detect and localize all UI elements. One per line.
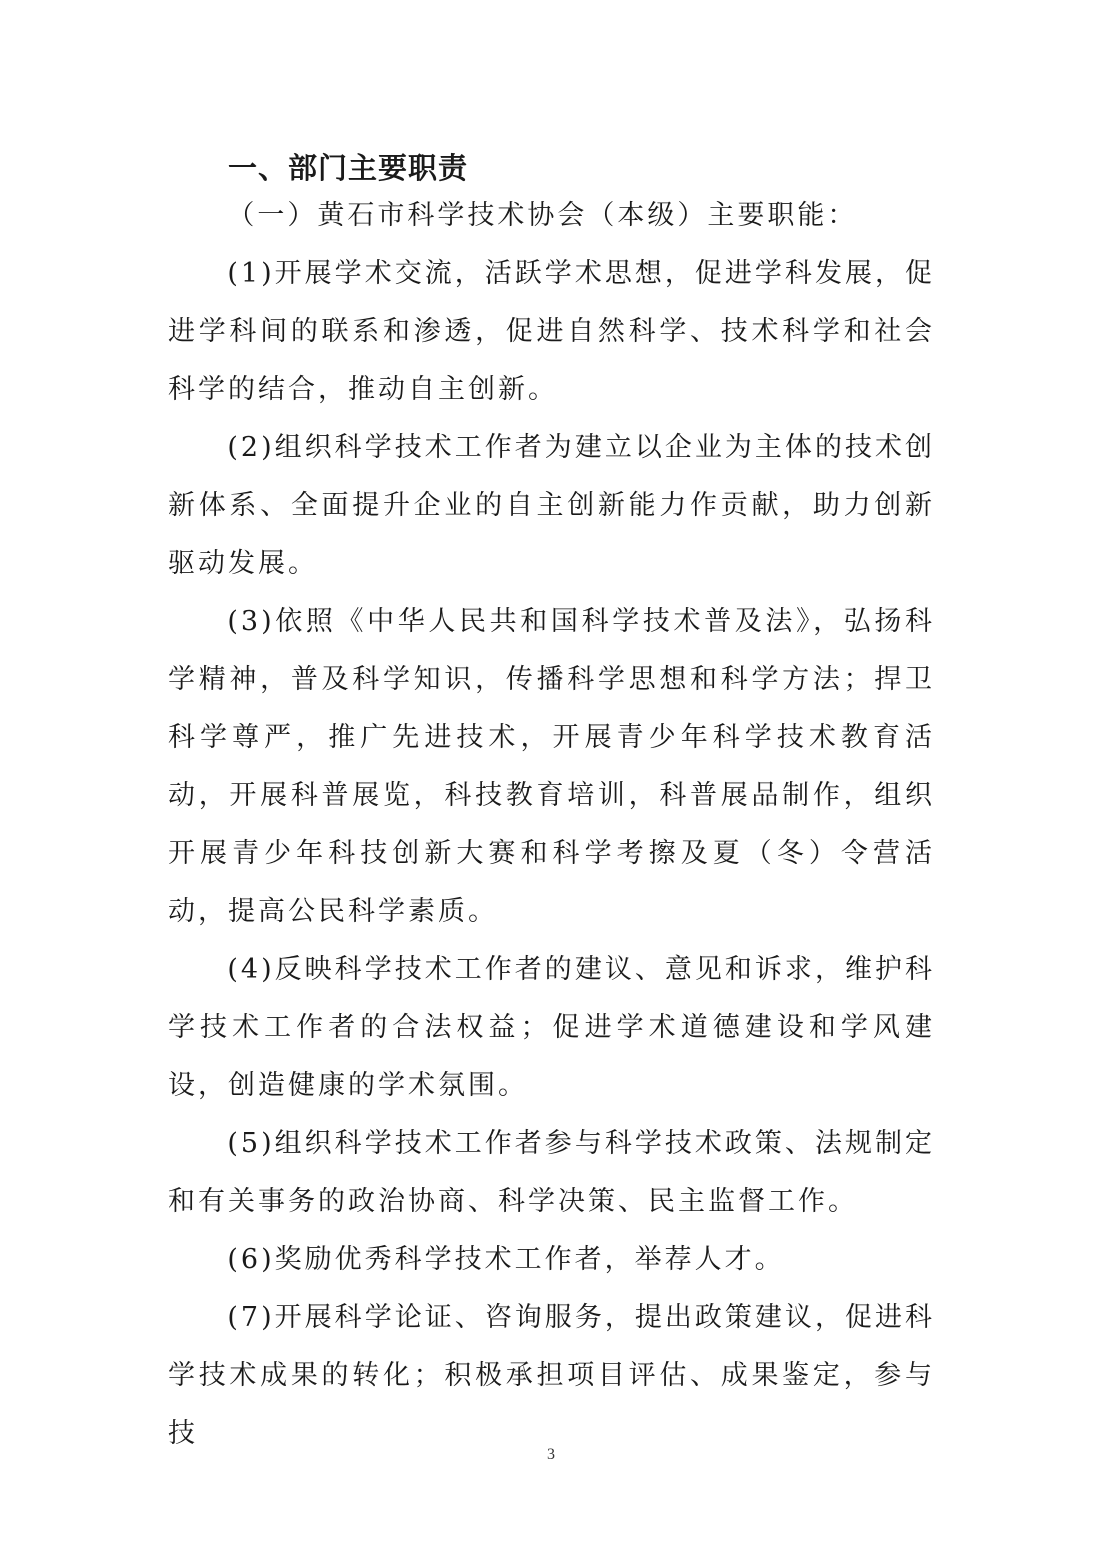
paragraph-6: (6)奖励优秀科学技术工作者，举荐人才。 [227, 1244, 785, 1275]
section-heading: 一、部门主要职责 [228, 151, 469, 185]
paragraph-4: (4)反映科学技术工作者的建议、意见和诉求，维护科学技术工作者的合法权益；促进学术道德建设和学风建设，创造健康的学术氛围。 [168, 954, 935, 1101]
paragraph-2: (2)组织科学技术工作者为建立以企业为主体的技术创新体系、全面提升企业的自主创新能力作贡献，助力创新驱动发展。 [168, 432, 935, 579]
paragraph-1: (1)开展学术交流，活跃学术思想，促进学科发展，促进学科间的联系和渗透，促进自然科学、技术科学和社会科学的结合，推动自主创新。 [168, 258, 935, 405]
document-body [168, 187, 935, 1463]
paragraph-5: (5)组织科学技术工作者参与科学技术政策、法规制定和有关事务的政治协商、科学决策、民主监督工作。 [168, 1128, 935, 1217]
sub-heading: （一）黄石市科学技术协会（本级）主要职能： [227, 200, 858, 231]
paragraph-3: (3)依照《中华人民共和国科学技术普及法》，弘扬科学精神，普及科学知识，传播科学思想和科学方法；捍卫科学尊严，推广先进技术，开展青少年科学技术教育活动，开展科普展览，科技教育培训，科普展品制作，组织开展青少年科技创新大赛和科学考擦及夏（冬）令营活动，提高公民科学素质。 [168, 606, 935, 927]
page-number: 3 [547, 1446, 555, 1463]
paragraph-7: (7)开展科学论证、咨询服务，提出政策建议，促进科学技术成果的转化；积极承担项目评估、成果鉴定，参与技 [168, 1302, 935, 1449]
